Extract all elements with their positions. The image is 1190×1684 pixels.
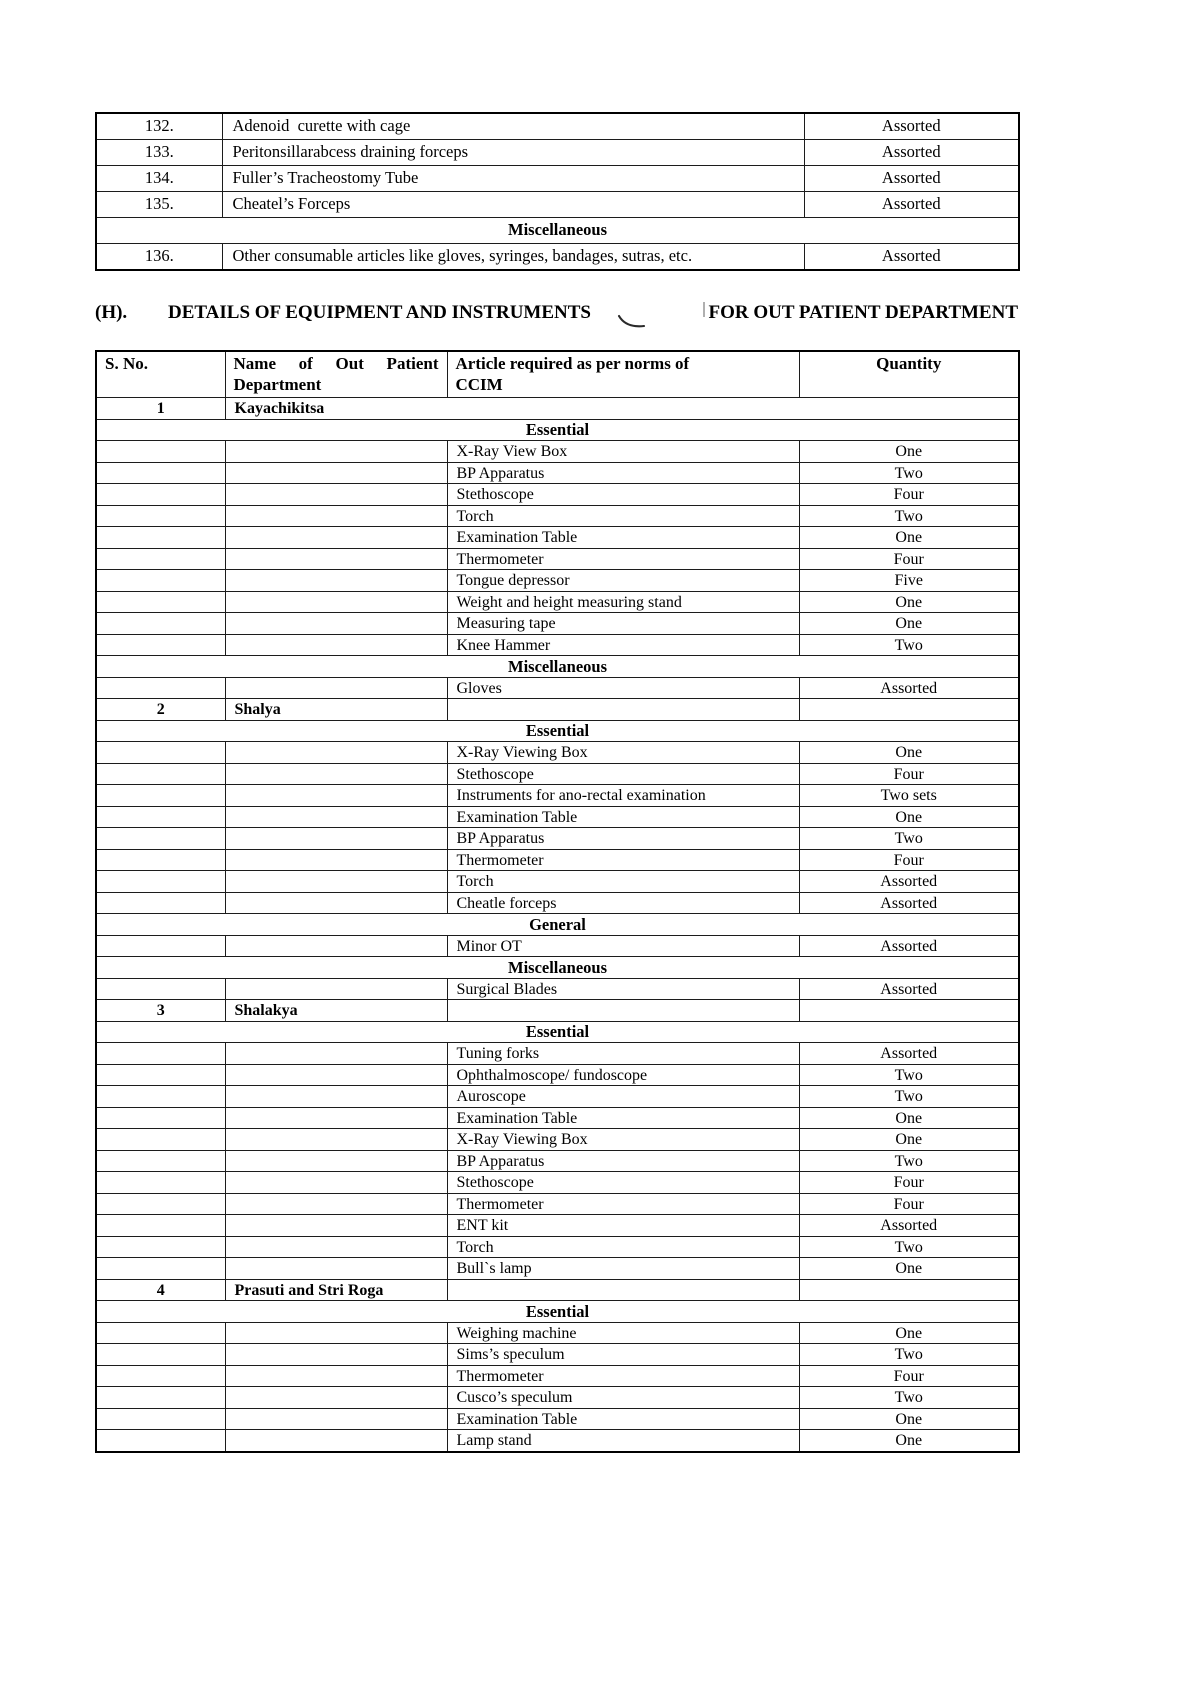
section-label: Essential: [96, 1021, 1019, 1043]
empty-cell: [225, 1430, 447, 1452]
table-row: [96, 1387, 1019, 1409]
item-quantity: One: [799, 1408, 1019, 1430]
table-row: [96, 484, 1019, 506]
department-row: [96, 398, 1019, 420]
item-article: Tongue depressor: [447, 570, 799, 592]
empty-cell: [96, 484, 225, 506]
item-number: 132.: [96, 113, 222, 140]
item-article: Thermometer: [447, 548, 799, 570]
empty-cell: [225, 1150, 447, 1172]
item-article: Tuning forks: [447, 1043, 799, 1065]
item-article: Gloves: [447, 677, 799, 699]
empty-cell: [96, 892, 225, 914]
item-article: Minor OT: [447, 935, 799, 957]
department-name: Shalya: [225, 699, 447, 721]
item-quantity: One: [799, 441, 1019, 463]
item-number: 135.: [96, 192, 222, 218]
empty-cell: [225, 892, 447, 914]
item-quantity: Assorted: [799, 677, 1019, 699]
section-label: Essential: [96, 1301, 1019, 1323]
heading-gap: [591, 296, 708, 318]
item-quantity: Two: [799, 462, 1019, 484]
empty-cell: [799, 1000, 1019, 1022]
empty-cell: [225, 763, 447, 785]
empty-cell: [96, 1258, 225, 1280]
item-quantity: Five: [799, 570, 1019, 592]
item-quantity: Four: [799, 1172, 1019, 1194]
item-quantity: One: [799, 527, 1019, 549]
table-row: [96, 548, 1019, 570]
continued-table-body: [96, 113, 1019, 270]
item-description: Other consumable articles like gloves, syringes, bandages, sutras, etc.: [222, 244, 804, 271]
item-article: X-Ray Viewing Box: [447, 1129, 799, 1151]
table-row: [96, 634, 1019, 656]
item-article: BP Apparatus: [447, 462, 799, 484]
empty-cell: [96, 1236, 225, 1258]
item-description: Adenoid curette with cage: [222, 113, 804, 140]
item-quantity: One: [799, 591, 1019, 613]
empty-cell: [225, 871, 447, 893]
header-sno: S. No.: [96, 351, 225, 398]
table-row: [96, 1107, 1019, 1129]
item-quantity: Assorted: [804, 166, 1019, 192]
department-number: 4: [96, 1279, 225, 1301]
table-row: [96, 591, 1019, 613]
item-quantity: Four: [799, 1365, 1019, 1387]
empty-cell: [96, 1408, 225, 1430]
table-row: [96, 505, 1019, 527]
item-quantity: Assorted: [799, 978, 1019, 1000]
empty-cell: [96, 785, 225, 807]
item-quantity: One: [799, 1258, 1019, 1280]
empty-cell: [225, 1172, 447, 1194]
table-row: [96, 1172, 1019, 1194]
empty-cell: [96, 1215, 225, 1237]
table-row: [96, 978, 1019, 1000]
item-article: Auroscope: [447, 1086, 799, 1108]
item-article: X-Ray View Box: [447, 441, 799, 463]
heading-title-right: FOR OUT PATIENT DEPARTMENT: [708, 302, 1018, 323]
section-label: Essential: [96, 419, 1019, 441]
empty-cell: [225, 441, 447, 463]
table-row: [96, 1193, 1019, 1215]
table-row: [96, 570, 1019, 592]
empty-cell: [96, 570, 225, 592]
table-row: [96, 892, 1019, 914]
item-article: BP Apparatus: [447, 828, 799, 850]
item-description: Fuller’s Tracheostomy Tube: [222, 166, 804, 192]
empty-cell: [96, 978, 225, 1000]
item-quantity: Four: [799, 548, 1019, 570]
empty-cell: [225, 591, 447, 613]
section-row: [96, 656, 1019, 678]
table-row: [96, 849, 1019, 871]
item-quantity: Two: [799, 1064, 1019, 1086]
item-article: Sims’s speculum: [447, 1344, 799, 1366]
table-row: [96, 1086, 1019, 1108]
empty-cell: [447, 1279, 799, 1301]
table-row: [96, 677, 1019, 699]
table-row: [96, 935, 1019, 957]
empty-cell: [447, 699, 799, 721]
item-quantity: Two: [799, 1387, 1019, 1409]
department-name: Shalakya: [225, 1000, 447, 1022]
item-article: Bull`s lamp: [447, 1258, 799, 1280]
empty-cell: [447, 1000, 799, 1022]
item-number: 134.: [96, 166, 222, 192]
empty-cell: [225, 548, 447, 570]
table-row: [96, 113, 1019, 140]
empty-cell: [96, 1344, 225, 1366]
empty-cell: [96, 1430, 225, 1452]
empty-cell: [96, 1193, 225, 1215]
item-quantity: Two: [799, 634, 1019, 656]
item-quantity: Assorted: [799, 1043, 1019, 1065]
table-row: [96, 1064, 1019, 1086]
table-row: [96, 1430, 1019, 1452]
department-name: Prasuti and Stri Roga: [225, 1279, 447, 1301]
item-article: Examination Table: [447, 1107, 799, 1129]
table-row: [96, 462, 1019, 484]
section-row: [96, 218, 1019, 244]
empty-cell: [799, 1279, 1019, 1301]
empty-cell: [96, 591, 225, 613]
empty-cell: [225, 1107, 447, 1129]
empty-cell: [225, 570, 447, 592]
section-row: [96, 419, 1019, 441]
empty-cell: [225, 1043, 447, 1065]
section-label: Miscellaneous: [96, 656, 1019, 678]
department-number: 2: [96, 699, 225, 721]
empty-cell: [96, 1150, 225, 1172]
empty-cell: [225, 1215, 447, 1237]
item-article: Lamp stand: [447, 1430, 799, 1452]
table-row: [96, 192, 1019, 218]
empty-cell: [96, 548, 225, 570]
header-department: Name of Out Patient Department: [225, 351, 447, 398]
item-quantity: Assorted: [804, 244, 1019, 271]
opd-table-header: [96, 351, 1019, 398]
department-row: [96, 1279, 1019, 1301]
opd-table-body: [96, 398, 1019, 1452]
empty-cell: [96, 634, 225, 656]
table-row: [96, 742, 1019, 764]
table-row: [96, 1129, 1019, 1151]
item-article: Cusco’s speculum: [447, 1387, 799, 1409]
section-heading: [95, 296, 1018, 324]
item-description: Peritonsillarabcess draining forceps: [222, 140, 804, 166]
item-quantity: Two: [799, 1344, 1019, 1366]
item-quantity: Two: [799, 1150, 1019, 1172]
table-row: [96, 441, 1019, 463]
empty-cell: [96, 1043, 225, 1065]
item-article: Surgical Blades: [447, 978, 799, 1000]
empty-cell: [225, 849, 447, 871]
empty-cell: [225, 742, 447, 764]
empty-cell: [225, 1365, 447, 1387]
empty-cell: [96, 613, 225, 635]
department-name: Kayachikitsa: [225, 398, 1019, 420]
table-row: [96, 166, 1019, 192]
empty-cell: [799, 699, 1019, 721]
item-article: BP Apparatus: [447, 1150, 799, 1172]
item-quantity: Two: [799, 505, 1019, 527]
section-row: [96, 957, 1019, 979]
empty-cell: [96, 1322, 225, 1344]
item-article: Thermometer: [447, 1193, 799, 1215]
item-article: Measuring tape: [447, 613, 799, 635]
empty-cell: [225, 978, 447, 1000]
item-article: ENT kit: [447, 1215, 799, 1237]
item-quantity: Assorted: [799, 1215, 1019, 1237]
item-quantity: Two sets: [799, 785, 1019, 807]
department-number: 1: [96, 398, 225, 420]
item-article: Stethoscope: [447, 484, 799, 506]
empty-cell: [225, 935, 447, 957]
empty-cell: [225, 1408, 447, 1430]
item-article: Thermometer: [447, 849, 799, 871]
table-row: [96, 1043, 1019, 1065]
empty-cell: [96, 462, 225, 484]
empty-cell: [96, 441, 225, 463]
empty-cell: [225, 1086, 447, 1108]
department-number: 3: [96, 1000, 225, 1022]
heading-index: (H).: [95, 302, 128, 323]
empty-cell: [96, 763, 225, 785]
empty-cell: [96, 828, 225, 850]
item-quantity: Assorted: [804, 113, 1019, 140]
empty-cell: [225, 484, 447, 506]
item-quantity: One: [799, 806, 1019, 828]
empty-cell: [96, 527, 225, 549]
empty-cell: [225, 1258, 447, 1280]
item-article: Knee Hammer: [447, 634, 799, 656]
continued-equipment-table: [95, 112, 1020, 271]
item-article: Torch: [447, 871, 799, 893]
empty-cell: [96, 1107, 225, 1129]
empty-cell: [225, 1129, 447, 1151]
item-quantity: Four: [799, 484, 1019, 506]
empty-cell: [96, 849, 225, 871]
empty-cell: [225, 1344, 447, 1366]
item-article: Stethoscope: [447, 763, 799, 785]
empty-cell: [96, 742, 225, 764]
item-quantity: Two: [799, 828, 1019, 850]
item-quantity: Assorted: [799, 892, 1019, 914]
item-article: Examination Table: [447, 1408, 799, 1430]
item-quantity: One: [799, 1430, 1019, 1452]
opd-equipment-table: [95, 350, 1020, 1453]
empty-cell: [96, 1129, 225, 1151]
section-label: General: [96, 914, 1019, 936]
item-quantity: Assorted: [804, 140, 1019, 166]
page-content: [95, 112, 1018, 1453]
section-row: [96, 720, 1019, 742]
item-number: 133.: [96, 140, 222, 166]
empty-cell: [225, 1236, 447, 1258]
table-row: [96, 871, 1019, 893]
empty-cell: [96, 505, 225, 527]
item-quantity: Assorted: [799, 871, 1019, 893]
empty-cell: [225, 1322, 447, 1344]
item-quantity: One: [799, 613, 1019, 635]
table-row: [96, 527, 1019, 549]
heading-title-left: DETAILS OF EQUIPMENT AND INSTRUMENTS: [168, 302, 592, 323]
empty-cell: [96, 1387, 225, 1409]
empty-cell: [96, 677, 225, 699]
item-number: 136.: [96, 244, 222, 271]
pen-stroke-icon: [617, 314, 649, 332]
section-label: Essential: [96, 720, 1019, 742]
table-row: [96, 785, 1019, 807]
item-article: Torch: [447, 1236, 799, 1258]
item-quantity: Assorted: [804, 192, 1019, 218]
header-row: [96, 351, 1019, 398]
empty-cell: [225, 613, 447, 635]
item-article: Examination Table: [447, 806, 799, 828]
section-label: Miscellaneous: [96, 957, 1019, 979]
section-label: Miscellaneous: [96, 218, 1019, 244]
empty-cell: [96, 871, 225, 893]
item-article: Ophthalmoscope/ fundoscope: [447, 1064, 799, 1086]
item-quantity: Two: [799, 1086, 1019, 1108]
table-row: [96, 1408, 1019, 1430]
empty-cell: [225, 462, 447, 484]
empty-cell: [225, 505, 447, 527]
table-row: [96, 1236, 1019, 1258]
item-article: Torch: [447, 505, 799, 527]
table-row: [96, 828, 1019, 850]
header-article: Article required as per norms of CCIM: [447, 351, 799, 398]
department-row: [96, 699, 1019, 721]
item-quantity: Two: [799, 1236, 1019, 1258]
item-quantity: One: [799, 1129, 1019, 1151]
department-row: [96, 1000, 1019, 1022]
item-article: Thermometer: [447, 1365, 799, 1387]
table-row: [96, 806, 1019, 828]
section-row: [96, 1021, 1019, 1043]
empty-cell: [96, 806, 225, 828]
item-quantity: Four: [799, 849, 1019, 871]
item-article: Examination Table: [447, 527, 799, 549]
item-article: Stethoscope: [447, 1172, 799, 1194]
table-row: [96, 1365, 1019, 1387]
item-quantity: Assorted: [799, 935, 1019, 957]
table-row: [96, 140, 1019, 166]
table-row: [96, 1150, 1019, 1172]
empty-cell: [225, 634, 447, 656]
empty-cell: [225, 527, 447, 549]
empty-cell: [225, 806, 447, 828]
empty-cell: [96, 935, 225, 957]
erased-character-mark: [703, 302, 706, 317]
empty-cell: [96, 1086, 225, 1108]
section-row: [96, 1301, 1019, 1323]
item-article: Weighing machine: [447, 1322, 799, 1344]
table-row: [96, 613, 1019, 635]
empty-cell: [225, 1193, 447, 1215]
empty-cell: [225, 785, 447, 807]
empty-cell: [225, 1387, 447, 1409]
table-row: [96, 1344, 1019, 1366]
item-article: Weight and height measuring stand: [447, 591, 799, 613]
table-row: [96, 1258, 1019, 1280]
item-quantity: Four: [799, 763, 1019, 785]
table-row: [96, 1215, 1019, 1237]
empty-cell: [96, 1365, 225, 1387]
empty-cell: [96, 1064, 225, 1086]
empty-cell: [225, 1064, 447, 1086]
item-article: Instruments for ano-rectal examination: [447, 785, 799, 807]
empty-cell: [225, 828, 447, 850]
empty-cell: [225, 677, 447, 699]
header-quantity: Quantity: [799, 351, 1019, 398]
item-quantity: One: [799, 1322, 1019, 1344]
item-article: Cheatle forceps: [447, 892, 799, 914]
table-row: [96, 244, 1019, 271]
item-quantity: Four: [799, 1193, 1019, 1215]
item-article: X-Ray Viewing Box: [447, 742, 799, 764]
table-row: [96, 763, 1019, 785]
empty-cell: [96, 1172, 225, 1194]
item-quantity: One: [799, 1107, 1019, 1129]
table-row: [96, 1322, 1019, 1344]
section-row: [96, 914, 1019, 936]
item-description: Cheatel’s Forceps: [222, 192, 804, 218]
item-quantity: One: [799, 742, 1019, 764]
